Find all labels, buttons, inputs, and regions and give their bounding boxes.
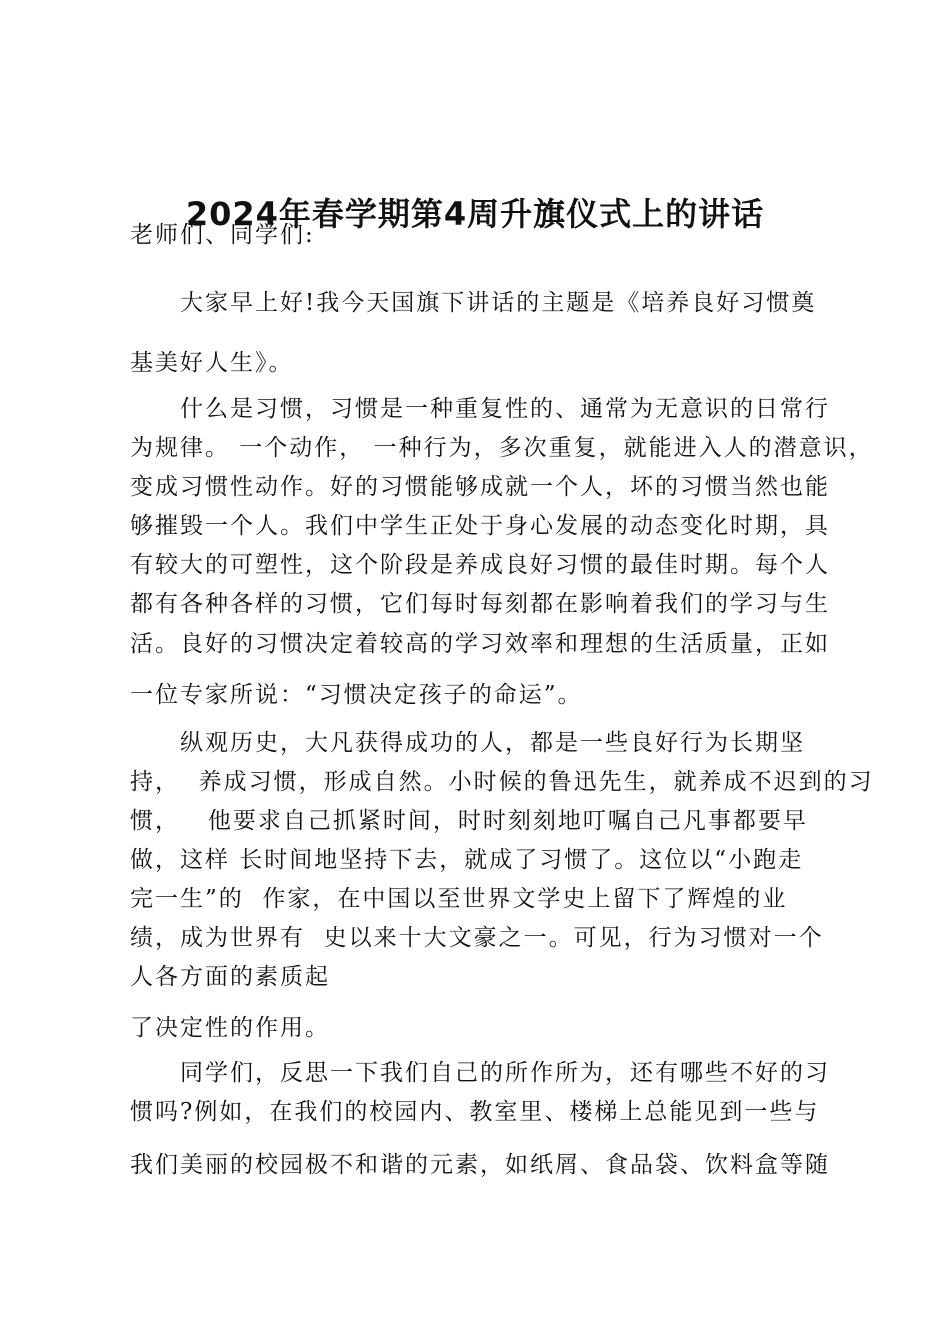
paragraph-line: 一位专家所说：“习惯决定孩子的命运”。 — [130, 682, 583, 708]
paragraph-line: 都有各种各样的习惯，它们每时每刻都在影响着我们的学习与生 — [130, 591, 830, 617]
paragraph-line: 我们美丽的校园极不和谐的元素，如纸屑、食品袋、饮料盒等随 — [130, 1152, 830, 1178]
paragraph-line: 大家早上好!我今天国旗下讲话的主题是《培养良好习惯奠 — [180, 290, 817, 316]
paragraph-line: 做，这样 长时间地坚持下去，就成了习惯了。这位以“小跑走 — [130, 847, 804, 873]
paragraph-line: 活。良好的习惯决定着较高的学习效率和理想的生活质量，正如 — [130, 631, 830, 657]
paragraph-line: 了决定性的作用。 — [130, 1015, 330, 1041]
paragraph-line: 基美好人生》。 — [130, 350, 294, 376]
paragraph-line: 变成习惯性动作。好的习惯能够成就一个人，坏的习惯当然也能 — [130, 474, 830, 500]
paragraph-line: 绩，成为世界有 史以来十大文豪之一。可见，行为习惯对一个 — [130, 925, 824, 951]
paragraph-line: 有较大的可塑性，这个阶段是养成良好习惯的最佳时期。每个人 — [130, 552, 830, 578]
paragraph-line: 惯， 他要求自己抓紧时间，时时刻刻地叮嘱自己凡事都要早 — [130, 808, 808, 834]
paragraph-line: 够摧毁一个人。我们中学生正处于身心发展的动态变化时期，具 — [130, 513, 830, 539]
salutation: 老师们、同学们: — [130, 222, 315, 248]
document-title: 2024年春学期第4周升旗仪式上的讲话 — [185, 195, 765, 233]
paragraph-line: 惯吗?例如，在我们的校园内、教室里、楼梯上总能见到一些与 — [130, 1099, 820, 1125]
paragraph-line: 完一生”的 作家，在中国以至世界文学史上留下了辉煌的业 — [130, 886, 788, 912]
paragraph-line: 持， 养成习惯，形成自然。小时候的鲁迅先生，就养成不迟到的习 — [130, 769, 874, 795]
paragraph-line: 纵观历史，大凡获得成功的人，都是一些良好行为长期坚 — [180, 730, 805, 756]
paragraph-line: 为规律。 一个动作， 一种行为，多次重复，就能进入人的潜意识， — [130, 435, 874, 461]
paragraph-line: 人各方面的素质起 — [130, 964, 330, 990]
paragraph-line: 同学们，反思一下我们自己的所作所为，还有哪些不好的习 — [180, 1060, 830, 1086]
paragraph-line: 什么是习惯，习惯是一种重复性的、通常为无意识的日常行 — [180, 396, 830, 422]
